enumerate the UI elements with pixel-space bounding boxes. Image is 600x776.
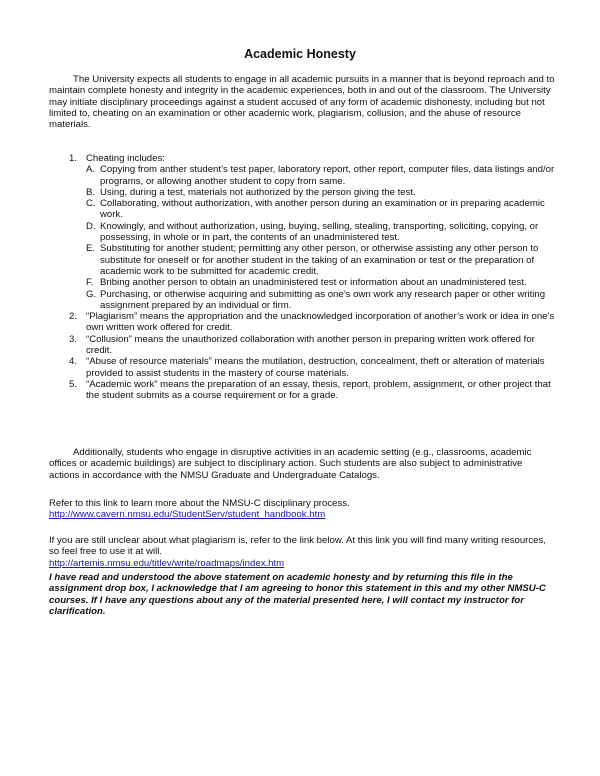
sublist-text: Substituting for another student; permitting any other person, or otherwise assisting any other person to substitute for oneself or for another student in the taking of an examination or test or the preparation of academic work to be submitted for academic credit. (100, 243, 539, 277)
student-handbook-link[interactable]: http://www.cavern.nmsu.edu/StudentServ/student_handbook.htm (49, 509, 326, 521)
sublist-text: Purchasing, or otherwise acquiring and submitting as one’s own work any research paper or other writing assignment prepared by an individual or firm. (100, 288, 546, 311)
sublist-item (86, 221, 556, 244)
additional-paragraph: Additionally, students who engage in disruptive activities in an academic setting (e.g., classrooms, academic offices or academic buildings) are subject to disciplinary action. Such students are also subject to administrative actions in accordance with the NMSU Graduate and Undergraduate Catalogs. (49, 447, 532, 481)
plagiarism-refer-block (49, 535, 555, 569)
sublist-item (86, 277, 556, 288)
sublist-item (86, 289, 556, 312)
list-number: 4. (69, 356, 78, 368)
sublist-item (86, 187, 556, 198)
disciplinary-refer-text: Refer to this link to learn more about the NMSU-C disciplinary process. (49, 498, 350, 509)
sublist-letter: A. (86, 164, 96, 176)
list-item-text: Cheating includes: (86, 153, 165, 164)
sublist-letter: B. (86, 186, 96, 198)
list-item-cheating (69, 153, 556, 311)
sublist-letter: E. (86, 243, 96, 255)
sublist-text: Bribing another person to obtain an unadministered test or information about an unadministered test. (100, 277, 527, 289)
policy-list (69, 153, 556, 402)
sublist-text: Knowingly, and without authorization, using, buying, selling, stealing, transporting, soliciting, copying, or possessing, in whole or in part, the contents of an unadministered test. (100, 220, 539, 244)
plagiarism-refer-text: If you are still unclear about what plagiarism is, refer to the link below. At this link you will find many writing resources, so feel free to use it at will. (49, 535, 546, 558)
sublist-item (86, 243, 556, 277)
list-item-academic-work (69, 378, 556, 402)
sublist-letter: G. (86, 288, 97, 300)
sublist-item (86, 198, 556, 221)
writing-resources-link[interactable]: http://artemis.nmsu.edu/titlev/write/roadmaps/index.htm (49, 557, 285, 569)
acknowledgment-statement: I have read and understood the above statement on academic honesty and by returning this file in the assignment drop box, I acknowledge that I am agreeing to honor this statement in this and my other NMSU-C courses. If I have any questions about any of the material presented here, I will contact my instructor for clarification. (49, 572, 546, 617)
list-item-text: “Plagiarism” means the appropriation and the unacknowledged incorporation of another’s work or idea in one’s own written work offered for credit. (86, 311, 555, 334)
cheating-sublist (86, 164, 556, 311)
intro-paragraph: The University expects all students to engage in all academic pursuits in a manner that is beyond reproach and to maintain complete honesty and integrity in the academic experiences, both in and out of the classroom. The University may initiate disciplinary proceedings against a student accused of any form of academic dishonesty, including but not limited to, cheating on an examination or other academic work, plagiarism, collusion, and the abuse of resource materials. (49, 74, 555, 131)
list-number: 3. (69, 333, 78, 345)
sublist-text: Collaborating, without authorization, with another person during an examination or in preparing academic work. (100, 198, 545, 221)
list-item-plagiarism (69, 311, 556, 334)
sublist-letter: F. (86, 277, 94, 289)
sublist-item (86, 164, 556, 187)
sublist-text: Copying from anther student’s test paper, laboratory report, other report, computer files, data listings and/or programs, or allowing another student to copy from same. (100, 164, 555, 187)
sublist-letter: C. (86, 198, 96, 210)
page-title: Academic Honesty (244, 47, 356, 61)
list-number: 2. (69, 311, 78, 323)
disciplinary-refer-block (49, 498, 555, 521)
list-item-collusion (69, 333, 556, 357)
list-item-text: “Abuse of resource materials” means the mutilation, destruction, concealment, theft or alteration of materials provided to assist students in the mastery of course materials. (86, 356, 545, 379)
list-item-text: “Academic work” means the preparation of an essay, thesis, report, problem, assignment, or other project that the student submits as a course requirement or for a grade. (86, 378, 551, 402)
list-item-text: “Collusion” means the unauthorized collaboration with another person in preparing written work offered for credit. (86, 333, 535, 357)
list-number: 5. (69, 378, 78, 390)
list-item-abuse (69, 356, 556, 379)
list-number: 1. (69, 153, 78, 164)
sublist-text: Using, during a test, materials not authorized by the person giving the test. (100, 186, 416, 198)
sublist-letter: D. (86, 220, 96, 232)
